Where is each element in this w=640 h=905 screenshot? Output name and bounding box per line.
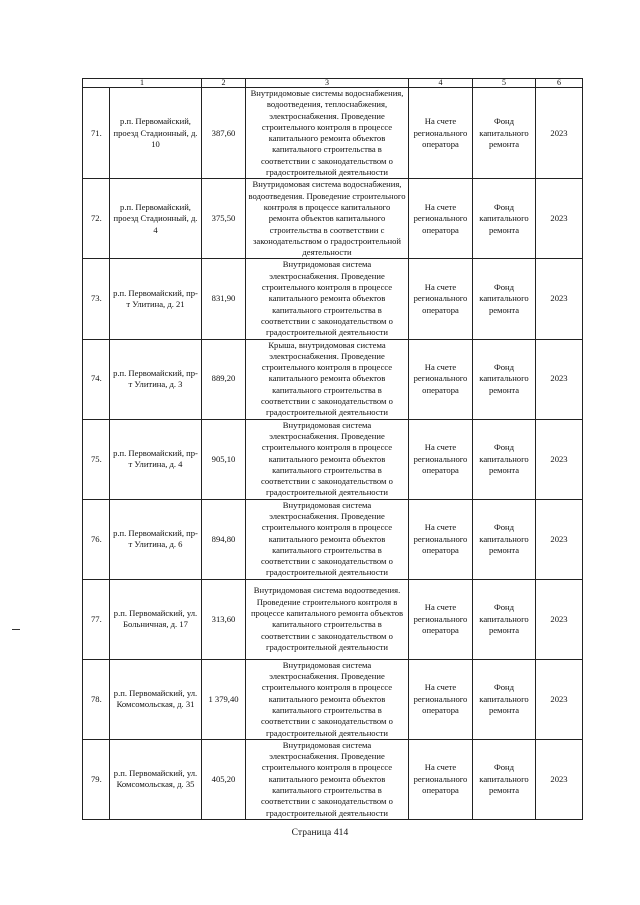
funding-source-cell: Фонд капитального ремонта [473,88,536,179]
address-cell: р.п. Первомайский, пр-т Улитина, д. 4 [110,419,202,499]
funding-source-cell: Фонд капитального ремонта [473,339,536,419]
address-cell: р.п. Первомайский, пр-т Улитина, д. 21 [110,259,202,339]
account-type-cell: На счете регионального оператора [409,419,473,499]
column-number-2: 2 [202,79,246,88]
table-row [83,419,583,499]
year-cell: 2023 [536,499,583,579]
row-number-cell: 74. [83,339,110,419]
area-cell: 313,60 [202,579,246,659]
column-number-5: 5 [473,79,536,88]
table-row [83,88,583,179]
margin-mark [12,629,20,630]
funding-source-cell: Фонд капитального ремонта [473,659,536,739]
account-type-cell: На счете регионального оператора [409,259,473,339]
column-number-4: 4 [409,79,473,88]
table-row [83,179,583,259]
row-number-cell: 77. [83,579,110,659]
funding-source-cell: Фонд капитального ремонта [473,499,536,579]
area-cell: 375,50 [202,179,246,259]
area-cell: 387,60 [202,88,246,179]
year-cell: 2023 [536,739,583,819]
area-cell: 889,20 [202,339,246,419]
column-number-1: 1 [83,79,202,88]
row-number-cell: 78. [83,659,110,739]
table-row [83,579,583,659]
year-cell: 2023 [536,579,583,659]
account-type-cell: На счете регионального оператора [409,339,473,419]
funding-source-cell: Фонд капитального ремонта [473,579,536,659]
account-type-cell: На счете регионального оператора [409,499,473,579]
address-cell: р.п. Первомайский, пр-т Улитина, д. 6 [110,499,202,579]
funding-source-cell: Фонд капитального ремонта [473,179,536,259]
account-type-cell: На счете регионального оператора [409,739,473,819]
area-cell: 905,10 [202,419,246,499]
works-description-cell: Внутридомовая система водоснабжения, водоотведения. Проведение строительного контроля в процессе капитального ремонта объектов капитального строительства в соответствии с законодательством о градостроительной деятельности [246,179,409,259]
area-cell: 405,20 [202,739,246,819]
row-number-cell: 79. [83,739,110,819]
year-cell: 2023 [536,179,583,259]
account-type-cell: На счете регионального оператора [409,659,473,739]
address-cell: р.п. Первомайский, проезд Стадионный, д. 4 [110,179,202,259]
address-cell: р.п. Первомайский, ул. Комсомольская, д. 31 [110,659,202,739]
account-type-cell: На счете регионального оператора [409,579,473,659]
funding-source-cell: Фонд капитального ремонта [473,259,536,339]
year-cell: 2023 [536,419,583,499]
works-description-cell: Крыша, внутридомовая система электроснабжения. Проведение строительного контроля в процессе капитального ремонта объектов капитального строительства в соответствии с законодательством о градостроительной деятельности [246,339,409,419]
row-number-cell: 75. [83,419,110,499]
year-cell: 2023 [536,88,583,179]
column-number-row [83,79,583,88]
works-description-cell: Внутридомовая система электроснабжения. Проведение строительного контроля в процессе капитального ремонта объектов капитального строительства в соответствии с законодательством о градостроительной деятельности [246,499,409,579]
area-cell: 894,80 [202,499,246,579]
works-description-cell: Внутридомовая система электроснабжения. Проведение строительного контроля в процессе капитального ремонта объектов капитального строительства в соответствии с законодательством о градостроительной деятельности [246,659,409,739]
row-number-cell: 72. [83,179,110,259]
address-cell: р.п. Первомайский, ул. Комсомольская, д. 35 [110,739,202,819]
column-number-3: 3 [246,79,409,88]
address-cell: р.п. Первомайский, пр-т Улитина, д. 3 [110,339,202,419]
works-description-cell: Внутридомовая система электроснабжения. Проведение строительного контроля в процессе капитального ремонта объектов капитального строительства в соответствии с законодательством о градостроительной деятельности [246,739,409,819]
works-description-cell: Внутридомовая система водоотведения. Проведение строительного контроля в процессе капитального ремонта объектов капитального строительства в соответствии с законодательством о градостроительной деятельности [246,579,409,659]
year-cell: 2023 [536,659,583,739]
row-number-cell: 76. [83,499,110,579]
year-cell: 2023 [536,339,583,419]
table-row [83,499,583,579]
funding-source-cell: Фонд капитального ремонта [473,419,536,499]
works-description-cell: Внутридомовая система электроснабжения. Проведение строительного контроля в процессе капитального ремонта объектов капитального строительства в соответствии с законодательством о градостроительной деятельности [246,419,409,499]
row-number-cell: 71. [83,88,110,179]
table-row [83,339,583,419]
page-number: Страница 414 [291,828,349,838]
account-type-cell: На счете регионального оператора [409,88,473,179]
address-cell: р.п. Первомайский, ул. Больничная, д. 17 [110,579,202,659]
area-cell: 1 379,40 [202,659,246,739]
table-row [83,659,583,739]
works-description-cell: Внутридомовые системы водоснабжения, водоотведения, теплоснабжения, электроснабжения. Проведение строительного контроля в процессе капитального ремонта объектов капитального строительства в соответствии с законодательством о градостроительной деятельности [246,88,409,179]
capital-repair-table [82,78,583,820]
funding-source-cell: Фонд капитального ремонта [473,739,536,819]
area-cell: 831,90 [202,259,246,339]
table-row [83,739,583,819]
column-number-6: 6 [536,79,583,88]
row-number-cell: 73. [83,259,110,339]
works-description-cell: Внутридомовая система электроснабжения. Проведение строительного контроля в процессе капитального ремонта объектов капитального строительства в соответствии с законодательством о градостроительной деятельности [246,259,409,339]
year-cell: 2023 [536,259,583,339]
account-type-cell: На счете регионального оператора [409,179,473,259]
table-row [83,259,583,339]
address-cell: р.п. Первомайский, проезд Стадионный, д. 10 [110,88,202,179]
